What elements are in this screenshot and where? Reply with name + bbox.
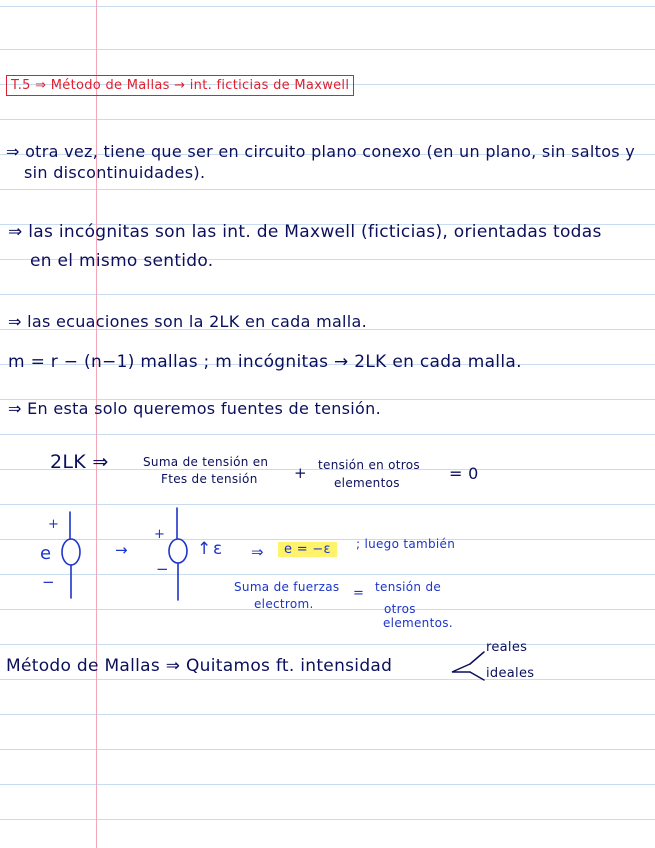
- note-line-1b: sin discontinuidades).: [24, 163, 206, 182]
- note-line-5: ⇒ En esta solo queremos fuentes de tensión.: [8, 399, 381, 418]
- note-line-1a: ⇒ otra vez, tiene que ser en circuito plano conexo (en un plano, sin saltos y: [6, 142, 636, 161]
- equation-lhs: 2LK ⇒: [50, 451, 109, 473]
- sum-forces-line1: Suma de fuerzas: [234, 580, 340, 594]
- equation-term2-line1: tensión en otros: [318, 458, 420, 472]
- option-reales: reales: [486, 640, 528, 655]
- equation-term1-line1: Suma de tensión en: [143, 455, 269, 469]
- note-line-4: m = r − (n−1) mallas ; m incógnitas → 2LK en cada malla.: [8, 352, 522, 372]
- source-e-plus-sign: +: [48, 517, 60, 532]
- equation-plus: +: [294, 464, 307, 482]
- epsilon-label: ε: [213, 539, 223, 559]
- implies-arrow: ⇒: [251, 543, 264, 561]
- source-e-minus-sign: −: [42, 573, 55, 591]
- up-arrow-icon: ↑: [197, 539, 212, 559]
- other-tension-line2: otros: [384, 602, 416, 616]
- page-title: T.5 ⇒ Método de Mallas → int. ficticias de Maxwell: [6, 75, 354, 96]
- option-ideales: ideales: [486, 666, 535, 681]
- method-line: Método de Mallas ⇒ Quitamos ft. intensidad: [6, 656, 393, 676]
- note-line-2b: en el mismo sentido.: [30, 251, 214, 271]
- highlighted-equation: e = −ε: [278, 542, 337, 557]
- then-also-text: ; luego también: [356, 537, 456, 551]
- equation-rhs: = 0: [449, 464, 479, 483]
- source-epsilon-plus-sign: +: [154, 527, 166, 542]
- equation-term2-line2: elementos: [334, 476, 400, 490]
- other-tension-line1: tensión de: [375, 580, 442, 594]
- source-e-label: e: [40, 543, 52, 564]
- source-epsilon-minus-sign: −: [156, 560, 169, 578]
- equation-term1-line2: Ftes de tensión: [161, 472, 258, 486]
- sum-forces-line2: electrom.: [254, 597, 314, 611]
- note-line-3: ⇒ las ecuaciones son la 2LK en cada malla.: [8, 312, 368, 331]
- sum-equals: =: [353, 586, 365, 601]
- note-line-2a: ⇒ las incógnitas son las int. de Maxwell (ficticias), orientadas todas: [8, 222, 602, 242]
- other-tension-line3: elementos.: [383, 616, 453, 630]
- transform-arrow: →: [115, 541, 128, 559]
